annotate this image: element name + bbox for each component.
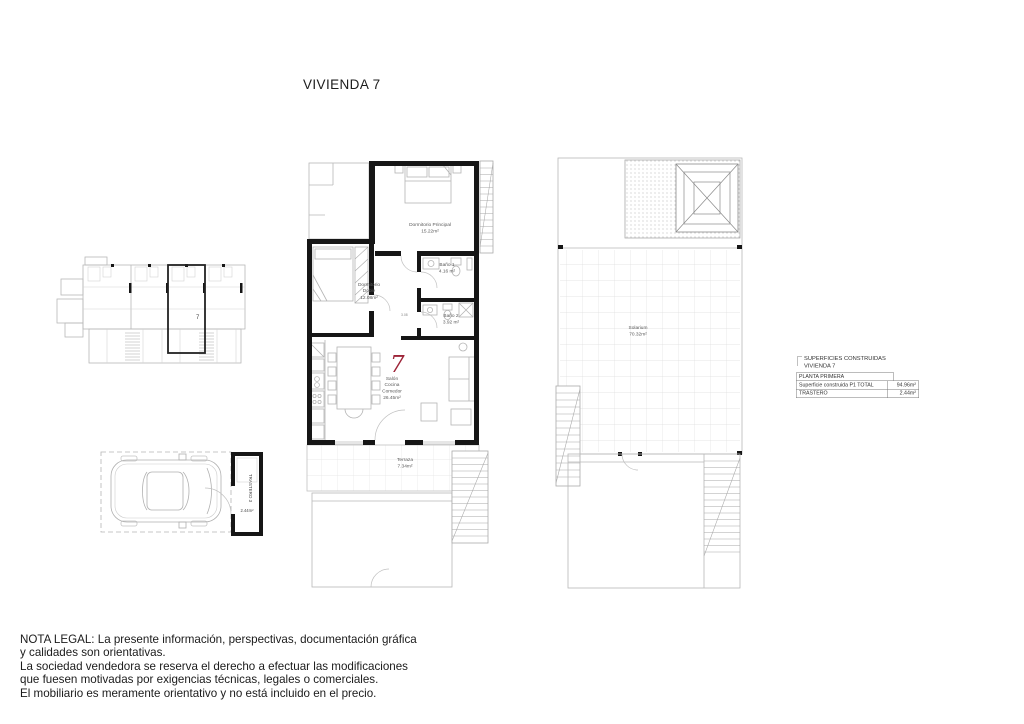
dining-table-icon — [328, 347, 380, 418]
storage-room — [205, 452, 263, 536]
legend-table — [796, 355, 922, 398]
walls — [307, 161, 479, 445]
kitchen-counter — [310, 340, 325, 440]
key-plan-building — [57, 257, 245, 363]
room-label-solarium: Solarium 70.32m² — [628, 325, 648, 338]
car-icon — [111, 454, 221, 528]
adjacent-room-outline — [309, 163, 369, 239]
legal-note-line: NOTA LEGAL: La presente información, perspectivas, documentación gráfica — [20, 633, 417, 646]
legend-storage-value: 2.44m² — [887, 389, 919, 398]
page-title: VIVIENDA 7 — [303, 77, 381, 92]
legal-note — [20, 633, 417, 700]
room-label-dormitorio-principal: Dormitorio Principal 15.22m² — [409, 222, 451, 235]
garage-plan — [95, 448, 267, 540]
stairs-to-garden — [452, 451, 488, 543]
room-label-bano-1: Baño 1 4.16 m² — [438, 262, 456, 275]
unit-number: 7 — [390, 352, 405, 378]
key-plan-stairs — [125, 333, 214, 360]
room-label-terraza: Terraza 7.34m² — [397, 457, 413, 470]
key-plan-unit-number: 7 — [196, 315, 200, 321]
lower-terrace-outline — [312, 493, 452, 587]
hall-dimension: 3.08 — [401, 313, 408, 317]
legend-subtitle: VIVIENDA 7 — [804, 362, 836, 369]
legal-note-line: La sociedad vendedora se reserva el derecho a efectuar las modificaciones — [20, 659, 408, 673]
storage-room-label: TRASTERO 3 — [248, 473, 253, 503]
legal-note-line: El mobiliario es meramente orientativo y no está incluido en el precio. — [20, 686, 377, 700]
solarium-tiles — [560, 250, 740, 452]
terrace-windows — [335, 442, 455, 444]
double-bed-icon — [395, 165, 461, 203]
legal-note-line: que fuesen motivadas por exigencias técnicas, legales o comerciales. — [20, 673, 379, 687]
legal-note-line: y calidades son orientativas. — [20, 646, 166, 660]
legend-surface-value: 94.96m² — [887, 381, 919, 390]
door-arcs — [374, 256, 437, 440]
legend-storage-row — [796, 389, 919, 398]
legend-surface-label: Superficie construida P1 TOTAL — [796, 381, 888, 390]
room-label-salon: Salón Cocina Comedor 26.45m² — [382, 376, 402, 401]
lower-roof-terrace — [568, 454, 740, 588]
legend-title: SUPERFICIES CONSTRUIDAS — [804, 355, 886, 362]
sofa-icon — [421, 343, 475, 425]
legend-floor-row: PLANTA PRIMERA — [796, 372, 894, 381]
key-plan — [55, 253, 255, 373]
roof-plan — [550, 152, 750, 597]
single-bed-icon — [313, 247, 353, 301]
legend-corner-mark — [797, 357, 802, 367]
room-label-bano-2: Baño 2 3.92 m² — [442, 313, 460, 326]
legend-storage-label: TRASTERO — [796, 389, 888, 398]
legend-header — [796, 355, 922, 370]
storage-room-area: 2.44m² — [240, 508, 254, 513]
stairs-to-solarium — [480, 161, 493, 253]
room-label-dormitorio-doble: Dormitorio Doble 12.08m² — [357, 282, 381, 301]
skylight-icon — [676, 164, 738, 232]
